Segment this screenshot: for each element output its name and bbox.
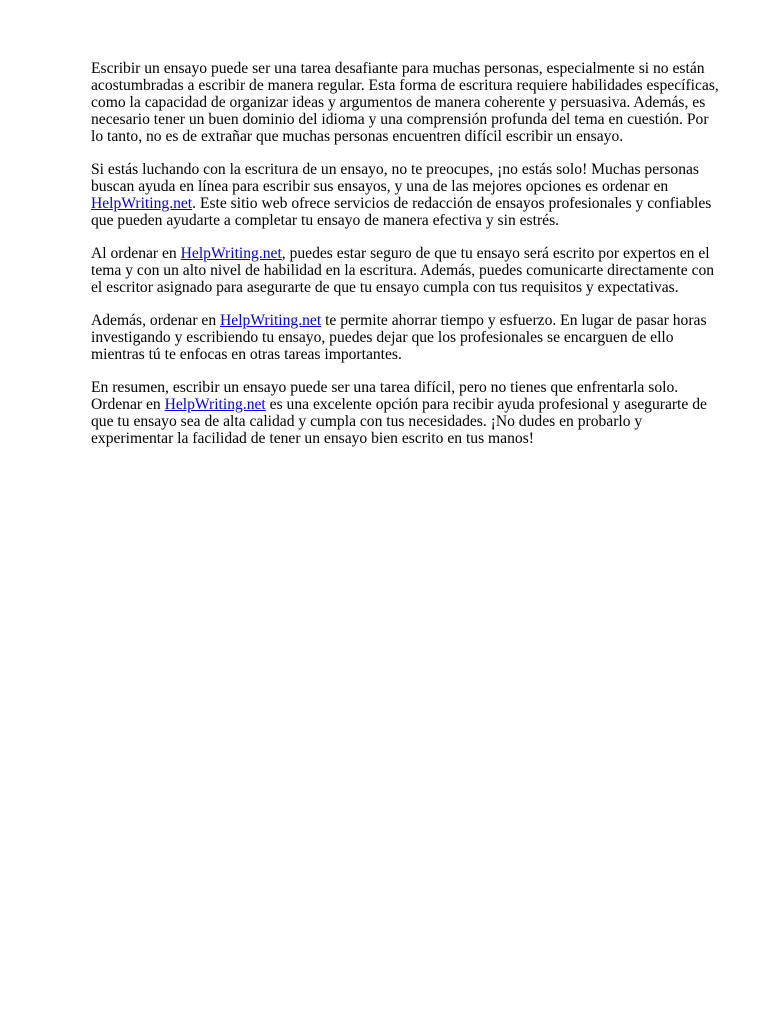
paragraph-summary <box>91 379 721 447</box>
paragraph-text-before-link: Al ordenar en <box>91 245 181 262</box>
document-page <box>91 60 721 447</box>
paragraph-text-after-link: . Este sitio web ofrece servicios de redacción de ensayos profesionales y confiables que pueden ayudarte a completar tu ensayo de manera efectiva y sin estrés. <box>91 195 712 229</box>
paragraph-text: Escribir un ensayo puede ser una tarea desafiante para muchas personas, especialmente si no están acostumbradas a escribir de manera regular. Esta forma de escritura requiere habilidades específicas, como la capacidad de organizar ideas y argumentos de manera coherente y persuasiva. Además, es necesario tener un buen dominio del idioma y una comprensión profunda del tema en cuestión. Por lo tanto, no es de extrañar que muchas personas encuentren difícil escribir un ensayo. <box>91 60 719 145</box>
helpwriting-link[interactable]: HelpWriting.net <box>164 396 266 413</box>
paragraph-text-after-link: te permite ahorrar tiempo y esfuerzo. En lugar de pasar horas investigando y escribiendo tu ensayo, puedes dejar que los profesionales se encarguen de ello mientras tú te enfocas en otras tareas importantes. <box>91 312 707 363</box>
paragraph-text-after-link: , puedes estar seguro de que tu ensayo será escrito por expertos en el tema y con un alto nivel de habilidad en la escritura. Además, puedes comunicarte directamente con el escritor asignado para asegurarte de que tu ensayo cumpla con tus requisitos y expectativas. <box>91 245 715 296</box>
paragraph-experts <box>91 245 721 296</box>
paragraph-intro <box>91 60 721 145</box>
helpwriting-link[interactable]: HelpWriting.net <box>91 195 193 212</box>
helpwriting-link[interactable]: HelpWriting.net <box>220 312 322 329</box>
paragraph-help-online <box>91 161 721 229</box>
paragraph-text-before-link: Además, ordenar en <box>91 312 221 329</box>
paragraph-text-before-link: Si estás luchando con la escritura de un ensayo, no te preocupes, ¡no estás solo! Muchas personas buscan ayuda en línea para escribir sus ensayos, y una de las mejores opciones es ordenar en <box>91 161 699 195</box>
paragraph-text-after-link: es una excelente opción para recibir ayuda profesional y asegurarte de que tu ensayo sea de alta calidad y cumpla con tus necesidades. ¡No dudes en probarlo y experimentar la facilidad de tener un ensayo bien escrito en tus manos! <box>91 396 707 447</box>
paragraph-text-before-link: En resumen, escribir un ensayo puede ser una tarea difícil, pero no tienes que enfrentarla solo. Ordenar en <box>91 379 679 413</box>
helpwriting-link[interactable]: HelpWriting.net <box>180 245 282 262</box>
paragraph-save-time <box>91 312 721 363</box>
